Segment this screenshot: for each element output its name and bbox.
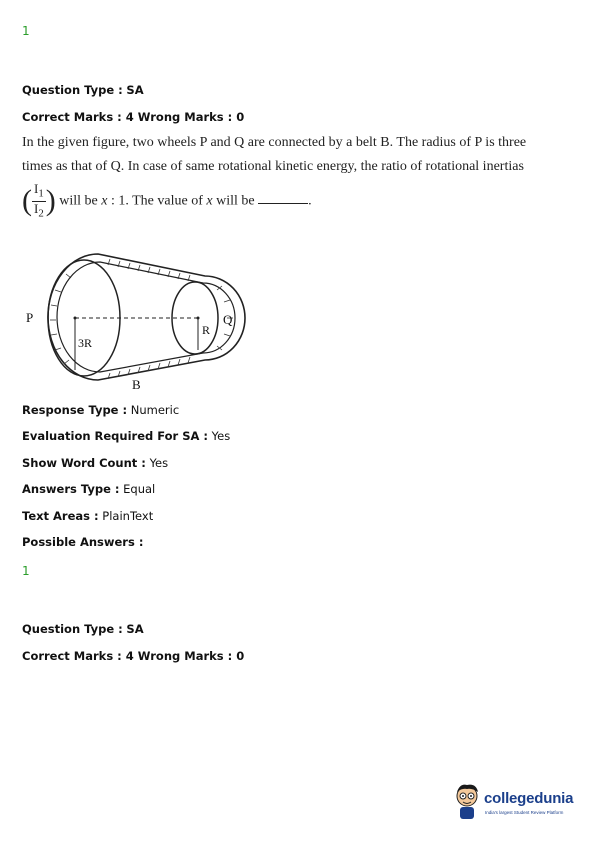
text-will-be: will be (59, 193, 98, 209)
frac-den: I (34, 200, 39, 216)
question-text-fraction-line (22, 182, 312, 220)
paren-open: ( (22, 184, 32, 218)
answer-blank (258, 203, 308, 204)
text-ratio: : 1. The value of (110, 193, 203, 209)
response-type-label: Response Type : (22, 403, 128, 417)
evaluation-required (22, 429, 230, 443)
evaluation-value: Yes (211, 429, 231, 443)
question-type-value: SA (126, 622, 144, 636)
collegedunia-logo (452, 782, 582, 822)
belt-outer (48, 254, 245, 380)
answers-type-value: Equal (123, 482, 156, 496)
question-type (22, 83, 144, 97)
question-text-line: In the given figure, two wheels P and Q are connected by a belt B. The radius of P is three (22, 135, 527, 150)
text-areas (22, 509, 153, 523)
evaluation-label: Evaluation Required For SA : (22, 429, 209, 443)
frac-num-sub: 1 (38, 187, 44, 200)
marks-line: Correct Marks : 4 Wrong Marks : 0 (22, 110, 245, 124)
label-3r: 3R (78, 336, 93, 350)
word-count-label: Show Word Count : (22, 456, 146, 470)
var-x: x (206, 193, 213, 209)
possible-answer-value: 1 (22, 564, 30, 578)
text-will-be: will be (216, 193, 255, 209)
word-count-value: Yes (149, 456, 169, 470)
belt-hatching (50, 259, 233, 379)
show-word-count (22, 456, 168, 470)
label-r: R (202, 323, 211, 337)
question-type (22, 622, 144, 636)
var-x: x (101, 193, 108, 209)
question-type-label: Question Type : (22, 83, 123, 97)
text-period: . (308, 193, 312, 209)
belt-inner (57, 262, 235, 372)
question-text-line: times as that of Q. In case of same rotational kinetic energy, the ratio of rotational inertias (22, 159, 524, 174)
response-type-value: Numeric (130, 403, 180, 417)
question-type-value: SA (126, 83, 144, 97)
question-number: 1 (22, 24, 30, 38)
center-q (197, 317, 200, 320)
possible-answers-label: Possible Answers : (22, 535, 144, 549)
brand-tagline: India's largest Student Review Platform (485, 810, 564, 815)
center-p (74, 317, 77, 320)
question-type-label: Question Type : (22, 622, 123, 636)
question-text (22, 131, 582, 179)
marks-line: Correct Marks : 4 Wrong Marks : 0 (22, 649, 245, 663)
brand-name: collegedunia (484, 790, 574, 807)
label-q: Q (223, 312, 233, 327)
frac-den-sub: 2 (38, 207, 44, 220)
paren-close: ) (45, 184, 56, 218)
response-type (22, 403, 179, 417)
belt-wheel-figure (20, 240, 250, 400)
label-p: P (26, 310, 34, 325)
inertia-ratio-fraction (32, 182, 46, 220)
mascot-icon (452, 782, 482, 820)
frac-num: I (34, 181, 39, 196)
text-areas-label: Text Areas : (22, 509, 99, 523)
answers-type-label: Answers Type : (22, 482, 120, 496)
label-b: B (132, 377, 141, 392)
answers-type (22, 482, 155, 496)
text-areas-value: PlainText (102, 509, 154, 523)
